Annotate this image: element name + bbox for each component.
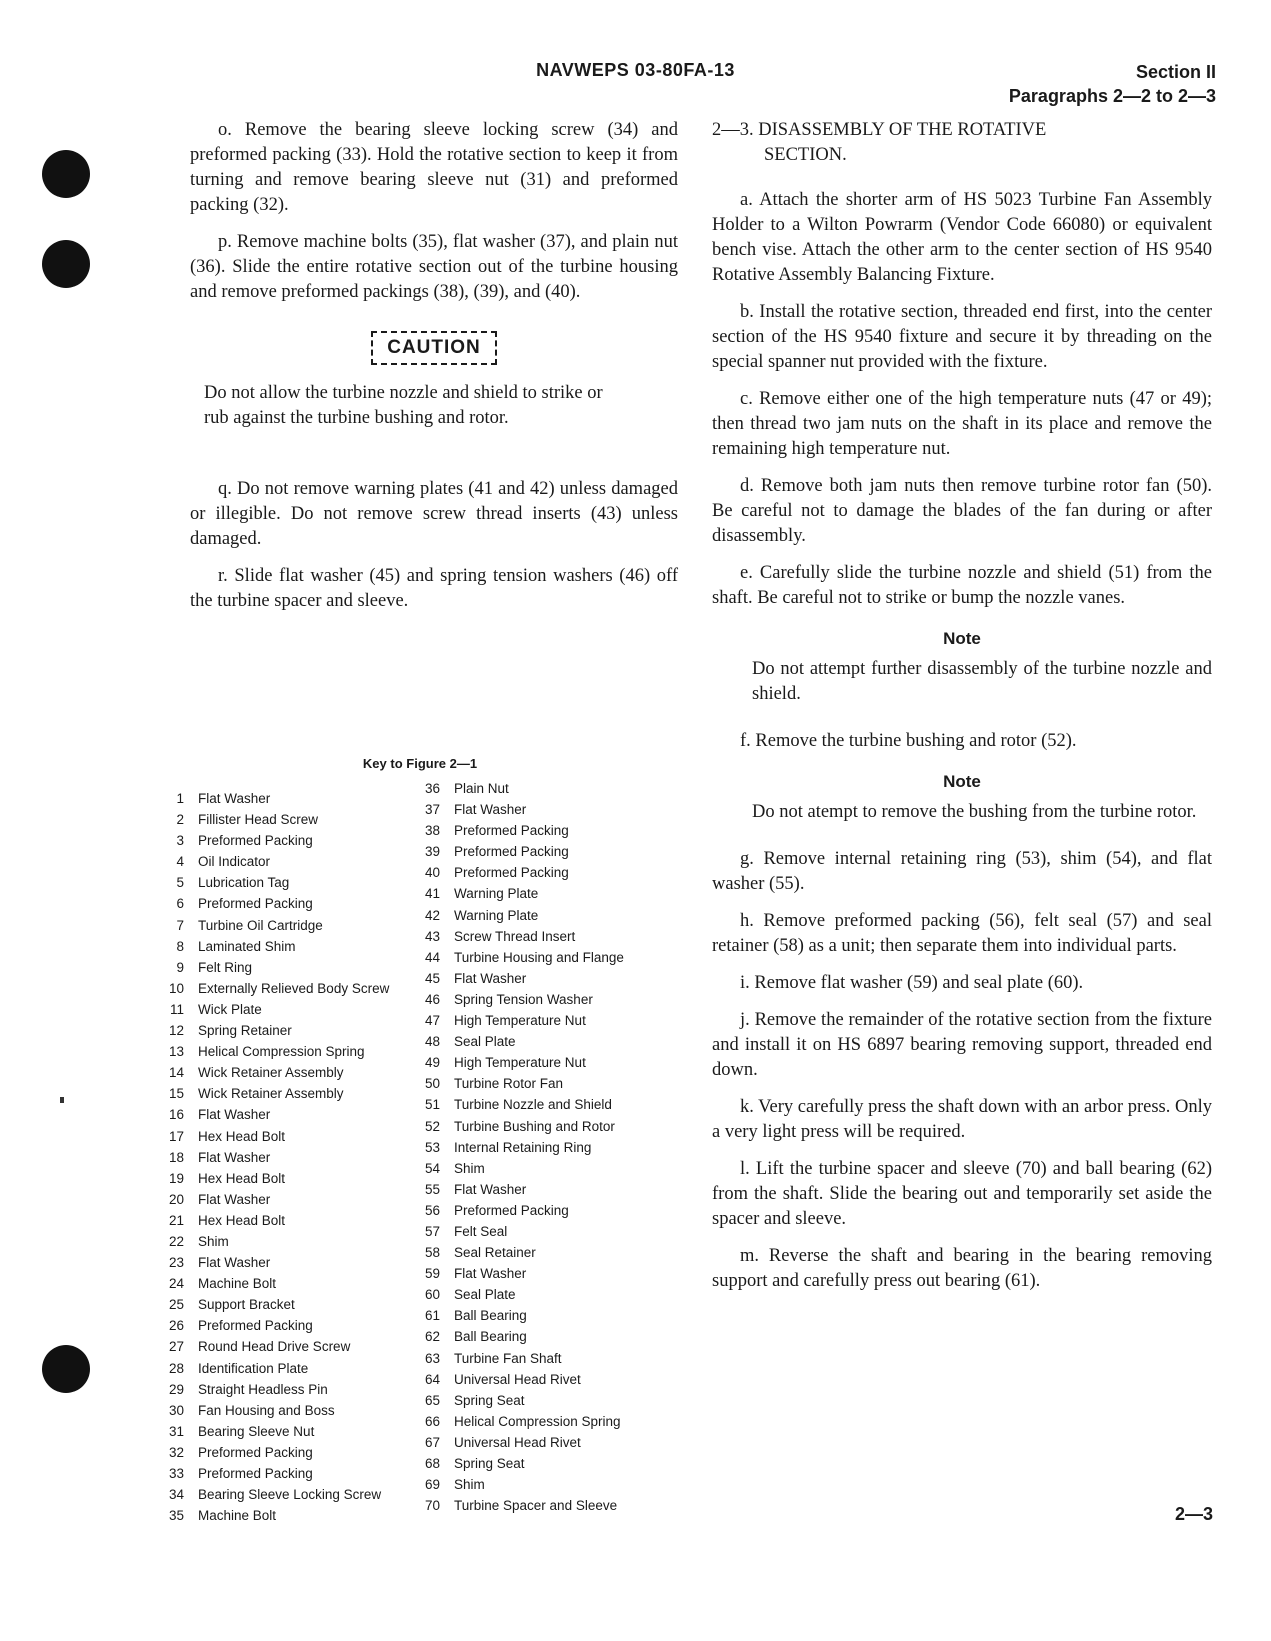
- key-item-label: Shim: [454, 1160, 485, 1176]
- key-item: [406, 989, 624, 1010]
- section-title-line1: 2—3. DISASSEMBLY OF THE ROTATIVE: [712, 120, 1047, 140]
- key-item-number: 15: [168, 1086, 184, 1102]
- key-item-label: Turbine Fan Shaft: [454, 1350, 562, 1366]
- key-item: [406, 841, 624, 862]
- key-item: [150, 872, 389, 893]
- key-item-label: Helical Compression Spring: [454, 1413, 621, 1429]
- key-item: [150, 1294, 389, 1315]
- step-l: l. Lift the turbine spacer and sleeve (70) and ball bearing (62) from the shaft. Slide the bearing out and temporarily set aside the spacer and sleeve.: [712, 1159, 1212, 1229]
- key-item-label: Oil Indicator: [198, 854, 271, 870]
- right-column: [712, 118, 1212, 1306]
- key-item-number: 65: [424, 1392, 440, 1408]
- key-item-label: Flat Washer: [454, 1266, 527, 1282]
- doc-number: NAVWEPS 03-80FA-13: [536, 60, 735, 80]
- step-d: d. Remove both jam nuts then remove turbine rotor fan (50). Be careful not to damage the blades of the fan during or after disassembly.: [712, 476, 1212, 546]
- key-item: [150, 851, 389, 872]
- key-item: [150, 788, 389, 809]
- key-item-label: Ball Bearing: [454, 1308, 527, 1324]
- key-item: [406, 968, 624, 989]
- note-1-text: Do not attempt further disassembly of the turbine nozzle and shield.: [752, 659, 1212, 704]
- key-item-number: 51: [424, 1097, 440, 1113]
- key-item: [406, 1411, 624, 1432]
- key-item: [150, 893, 389, 914]
- step-e: e. Carefully slide the turbine nozzle and shield (51) from the shaft. Be careful not to strike or bump the nozzle vanes.: [712, 563, 1212, 608]
- key-item: [150, 1210, 389, 1231]
- punch-hole-top: [42, 150, 90, 198]
- step-k: k. Very carefully press the shaft down with an arbor press. Only a very light press will be required.: [712, 1097, 1212, 1142]
- key-item-number: 5: [176, 875, 184, 891]
- key-item-label: Turbine Rotor Fan: [454, 1076, 564, 1092]
- key-item-number: 44: [424, 949, 440, 965]
- punch-hole-lower: [42, 1345, 90, 1393]
- key-item: [406, 1010, 624, 1031]
- key-item-number: 60: [424, 1287, 440, 1303]
- key-item: [150, 999, 389, 1020]
- key-item: [150, 1041, 389, 1062]
- key-item-label: Spring Seat: [454, 1456, 525, 1471]
- key-item-number: 41: [424, 886, 440, 902]
- key-item: [406, 1305, 624, 1326]
- key-item-number: 2: [176, 812, 184, 828]
- key-item-number: 70: [424, 1498, 440, 1514]
- step-o: o. Remove the bearing sleeve locking screw (34) and preformed packing (33). Hold the rotative section to keep it from turning and remove bearing sleeve nut (31) and preformed packing (32).: [190, 120, 678, 215]
- key-list-left: [150, 788, 389, 1526]
- key-item-label: Wick Plate: [198, 1001, 262, 1017]
- margin-mark: [60, 1097, 64, 1103]
- key-item-label: Spring Seat: [454, 1392, 525, 1408]
- key-item: [150, 1400, 389, 1421]
- key-item-label: Spring Retainer: [198, 1023, 292, 1039]
- key-item-label: Turbine Spacer and Sleeve: [454, 1498, 618, 1514]
- key-item-number: 23: [168, 1255, 184, 1271]
- key-item-label: Warning Plate: [454, 886, 539, 902]
- key-item-label: Shim: [454, 1477, 485, 1493]
- section-label: Section II: [1135, 62, 1216, 82]
- key-item: [150, 915, 389, 936]
- key-item-number: 10: [168, 980, 184, 996]
- punch-hole-upper: [42, 240, 90, 288]
- key-item-label: Turbine Oil Cartridge: [198, 917, 323, 933]
- key-item: [150, 1379, 389, 1400]
- key-item-label: Externally Relieved Body Screw: [198, 980, 390, 996]
- key-item-number: 45: [424, 970, 440, 986]
- key-item-label: Hex Head Bolt: [198, 1128, 286, 1144]
- step-b: b. Install the rotative section, threaded end first, into the center section of the HS 9540 fixture and secure it by threading on the special spanner nut provided with the fixture.: [712, 302, 1212, 372]
- key-item-number: 67: [424, 1434, 440, 1450]
- key-item-number: 43: [424, 928, 440, 944]
- key-item-label: High Temperature Nut: [454, 1013, 586, 1029]
- key-item: [406, 820, 624, 841]
- key-item: [150, 1147, 389, 1168]
- key-item-number: 22: [168, 1233, 184, 1249]
- key-item-number: 16: [168, 1107, 184, 1123]
- key-item-number: 68: [424, 1456, 440, 1471]
- key-item: [406, 905, 624, 926]
- key-item: [150, 1126, 389, 1147]
- key-item: [406, 1284, 624, 1305]
- key-item-number: 49: [424, 1055, 440, 1071]
- key-item: [150, 1421, 389, 1442]
- key-item-number: 52: [424, 1118, 440, 1134]
- key-item-label: Preformed Packing: [198, 1466, 313, 1481]
- key-item-number: 33: [168, 1466, 184, 1481]
- key-item: [150, 830, 389, 851]
- key-item-number: 38: [424, 823, 440, 839]
- key-item: [150, 1104, 389, 1125]
- key-item-label: Preformed Packing: [454, 844, 569, 860]
- key-item: [406, 883, 624, 904]
- key-item-label: Universal Head Rivet: [454, 1371, 581, 1387]
- key-list-right: [406, 778, 624, 1516]
- key-item-label: Flat Washer: [198, 791, 271, 806]
- key-item: [150, 978, 389, 999]
- key-item-label: Turbine Housing and Flange: [454, 949, 624, 965]
- key-item-number: 58: [424, 1245, 440, 1261]
- key-item-number: 7: [176, 917, 184, 933]
- key-item: [150, 809, 389, 830]
- key-item: [150, 1083, 389, 1104]
- key-item-number: 35: [168, 1508, 184, 1524]
- key-item-number: 53: [424, 1139, 440, 1155]
- page-number: 2—3: [1174, 1504, 1213, 1524]
- key-item-label: Straight Headless Pin: [198, 1381, 328, 1397]
- key-item-number: 13: [168, 1044, 184, 1060]
- key-item-label: Identification Plate: [198, 1360, 309, 1376]
- key-item-label: Hex Head Bolt: [198, 1212, 286, 1228]
- key-item-number: 8: [176, 938, 184, 954]
- key-item-number: 24: [168, 1276, 184, 1292]
- key-item: [406, 1242, 624, 1263]
- key-item-label: Turbine Bushing and Rotor: [454, 1118, 615, 1134]
- left-column: [190, 118, 678, 626]
- key-item: [150, 936, 389, 957]
- step-r: r. Slide flat washer (45) and spring tension washers (46) off the turbine spacer and sleeve.: [190, 566, 678, 611]
- key-item-number: 50: [424, 1076, 440, 1092]
- key-item-number: 37: [424, 802, 440, 818]
- key-item: [406, 1474, 624, 1495]
- key-item-label: High Temperature Nut: [454, 1055, 586, 1071]
- key-item-number: 54: [424, 1160, 440, 1176]
- key-item-number: 12: [168, 1023, 184, 1039]
- key-item: [406, 1073, 624, 1094]
- key-item-label: Preformed Packing: [454, 823, 569, 839]
- key-item: [150, 1315, 389, 1336]
- key-item: [150, 1168, 389, 1189]
- key-item: [150, 1505, 389, 1526]
- key-item-label: Preformed Packing: [454, 865, 569, 881]
- key-item: [406, 1052, 624, 1073]
- note-2-label: Note: [943, 772, 981, 791]
- key-item-number: 25: [168, 1297, 184, 1313]
- key-item: [150, 957, 389, 978]
- key-item-label: Wick Retainer Assembly: [198, 1086, 344, 1102]
- step-c: c. Remove either one of the high temperature nuts (47 or 49); then thread two jam nuts on the shaft in its place and remove the remaining high temperature nut.: [712, 389, 1212, 459]
- key-item-number: 31: [168, 1423, 184, 1439]
- key-item: [406, 778, 624, 799]
- key-item: [406, 799, 624, 820]
- key-item: [406, 1369, 624, 1390]
- key-item: [406, 1221, 624, 1242]
- key-item-label: Turbine Nozzle and Shield: [454, 1097, 612, 1113]
- note-2-text: Do not atempt to remove the bushing from the turbine rotor.: [752, 802, 1197, 822]
- key-item-number: 59: [424, 1266, 440, 1282]
- key-item: [406, 1031, 624, 1052]
- key-item: [150, 1189, 389, 1210]
- key-item-number: 34: [168, 1487, 184, 1503]
- key-item-number: 39: [424, 844, 440, 860]
- key-item-number: 6: [176, 896, 184, 912]
- key-item-number: 30: [168, 1402, 184, 1418]
- key-item-label: Wick Retainer Assembly: [198, 1065, 344, 1081]
- key-item-number: 19: [168, 1170, 184, 1186]
- key-item: [150, 1231, 389, 1252]
- key-item-label: Flat Washer: [198, 1149, 271, 1165]
- key-item: [150, 1062, 389, 1083]
- caution-text: Do not allow the turbine nozzle and shield to strike or rub against the turbine bushing and rotor.: [204, 383, 603, 428]
- key-item-number: 40: [424, 865, 440, 881]
- section-title-line2: SECTION.: [764, 145, 847, 165]
- key-item-number: 26: [168, 1318, 184, 1334]
- key-item-number: 17: [168, 1128, 184, 1144]
- key-item-label: Laminated Shim: [198, 938, 296, 954]
- key-item-label: Fan Housing and Boss: [198, 1402, 335, 1418]
- key-item-number: 18: [168, 1149, 184, 1165]
- step-m: m. Reverse the shaft and bearing in the bearing removing support and carefully press out bearing (61).: [712, 1246, 1212, 1291]
- key-item-number: 27: [168, 1339, 184, 1355]
- key-item-number: 48: [424, 1034, 440, 1050]
- key-item-label: Shim: [198, 1233, 229, 1249]
- section-header: [1009, 60, 1216, 108]
- section-title: [712, 118, 1212, 168]
- key-item-number: 11: [169, 1001, 184, 1017]
- key-item: [406, 1432, 624, 1453]
- key-item: [150, 1463, 389, 1484]
- key-item-number: 28: [168, 1360, 184, 1376]
- key-item: [150, 1484, 389, 1505]
- key-item: [150, 1273, 389, 1294]
- key-item-number: 66: [424, 1413, 440, 1429]
- key-item: [406, 1200, 624, 1221]
- key-item-number: 32: [168, 1444, 184, 1460]
- key-item: [406, 1348, 624, 1369]
- key-item: [406, 1263, 624, 1284]
- key-item-label: Felt Seal: [454, 1223, 508, 1239]
- key-item-label: Flat Washer: [198, 1107, 271, 1123]
- step-p: p. Remove machine bolts (35), flat washer (37), and plain nut (36). Slide the entire rotative section out of the turbine housing and remove preformed packings (38), (39), and (40).: [190, 232, 678, 302]
- key-item: [406, 1137, 624, 1158]
- key-item-number: 46: [424, 991, 440, 1007]
- key-item-label: Preformed Packing: [198, 896, 313, 912]
- key-item-number: 64: [424, 1371, 440, 1387]
- key-item-label: Flat Washer: [198, 1191, 271, 1207]
- key-item-number: 21: [168, 1212, 184, 1228]
- key-item: [150, 1358, 389, 1379]
- key-item-number: 29: [168, 1381, 184, 1397]
- key-item-label: Machine Bolt: [198, 1508, 277, 1524]
- key-item-number: 69: [424, 1477, 440, 1493]
- key-item: [406, 1158, 624, 1179]
- key-item-number: 56: [424, 1202, 440, 1218]
- step-j: j. Remove the remainder of the rotative section from the fixture and install it on HS 6897 bearing removing support, threaded end down.: [712, 1010, 1212, 1080]
- key-item-label: Helical Compression Spring: [198, 1044, 365, 1060]
- key-item-number: 42: [424, 907, 440, 923]
- key-item-label: Round Head Drive Screw: [198, 1339, 351, 1355]
- key-item-number: 3: [176, 833, 184, 849]
- key-item-label: Universal Head Rivet: [454, 1434, 581, 1450]
- paragraphs-label: Paragraphs 2—2 to 2—3: [1008, 86, 1216, 106]
- key-item-number: 62: [424, 1329, 440, 1345]
- key-item-number: 14: [168, 1065, 184, 1081]
- key-item-label: Flat Washer: [198, 1255, 271, 1271]
- key-item-number: 61: [424, 1308, 440, 1324]
- caution-label: CAUTION: [371, 331, 497, 365]
- key-item-label: Lubrication Tag: [198, 875, 290, 891]
- key-item-label: Felt Ring: [198, 959, 253, 975]
- step-f: f. Remove the turbine bushing and rotor (52).: [740, 731, 1077, 751]
- key-item: [406, 1094, 624, 1115]
- key-item-label: Ball Bearing: [454, 1329, 527, 1345]
- key-item: [150, 1020, 389, 1041]
- key-item-number: 20: [168, 1191, 184, 1207]
- key-item: [406, 1116, 624, 1137]
- key-item-number: 63: [424, 1350, 440, 1366]
- key-item-number: 9: [176, 959, 184, 975]
- key-item-number: 4: [176, 854, 184, 870]
- key-item-label: Bearing Sleeve Locking Screw: [198, 1487, 382, 1503]
- key-item: [406, 1326, 624, 1347]
- key-item: [406, 947, 624, 968]
- step-q: q. Do not remove warning plates (41 and 42) unless damaged or illegible. Do not remove screw thread inserts (43) unless damaged.: [190, 479, 678, 549]
- key-item-label: Preformed Packing: [198, 833, 313, 849]
- key-item-number: 55: [424, 1181, 440, 1197]
- key-item-label: Bearing Sleeve Nut: [198, 1423, 315, 1439]
- key-item-label: Flat Washer: [454, 970, 527, 986]
- key-item: [150, 1336, 389, 1357]
- key-item-label: Flat Washer: [454, 1181, 527, 1197]
- key-item-number: 57: [424, 1223, 440, 1239]
- key-item-label: Plain Nut: [454, 781, 509, 796]
- key-item-label: Machine Bolt: [198, 1276, 277, 1292]
- key-item-label: Warning Plate: [454, 907, 539, 923]
- key-item-label: Hex Head Bolt: [198, 1170, 286, 1186]
- key-item-label: Preformed Packing: [454, 1202, 569, 1218]
- key-item: [406, 1390, 624, 1411]
- step-a: a. Attach the shorter arm of HS 5023 Turbine Fan Assembly Holder to a Wilton Powrarm (Vendor Code 66080) or equivalent bench vise. Attach the other arm to the center section of HS 9540 Rotative Assembly Balancing Fixture.: [712, 190, 1212, 285]
- key-item: [406, 1179, 624, 1200]
- caution-block: [190, 331, 678, 365]
- key-item: [406, 926, 624, 947]
- key-item-label: Seal Retainer: [454, 1245, 536, 1261]
- key-item-number: 36: [424, 781, 440, 796]
- key-item-label: Support Bracket: [198, 1297, 295, 1313]
- step-h: h. Remove preformed packing (56), felt seal (57) and seal retainer (58) as a unit; then separate them into individual parts.: [712, 911, 1212, 956]
- key-item-label: Seal Plate: [454, 1034, 516, 1050]
- key-item-label: Preformed Packing: [198, 1318, 313, 1334]
- key-item-number: 1: [176, 791, 184, 806]
- key-item-label: Seal Plate: [454, 1287, 516, 1303]
- key-item-label: Flat Washer: [454, 802, 527, 818]
- key-item-number: 47: [424, 1013, 440, 1029]
- key-item-label: Fillister Head Screw: [198, 812, 319, 828]
- note-1-label: Note: [943, 629, 981, 648]
- key-item-label: Preformed Packing: [198, 1444, 313, 1460]
- key-item: [406, 1495, 624, 1516]
- key-item: [150, 1442, 389, 1463]
- key-item: [150, 1252, 389, 1273]
- key-item-label: Screw Thread Insert: [454, 928, 576, 944]
- step-i: i. Remove flat washer (59) and seal plate (60).: [740, 973, 1084, 993]
- key-item: [406, 862, 624, 883]
- step-g: g. Remove internal retaining ring (53), shim (54), and flat washer (55).: [712, 849, 1212, 894]
- key-item: [406, 1453, 624, 1474]
- key-item-label: Spring Tension Washer: [454, 991, 593, 1007]
- key-title: Key to Figure 2—1: [362, 756, 478, 771]
- key-item-label: Internal Retaining Ring: [454, 1139, 592, 1155]
